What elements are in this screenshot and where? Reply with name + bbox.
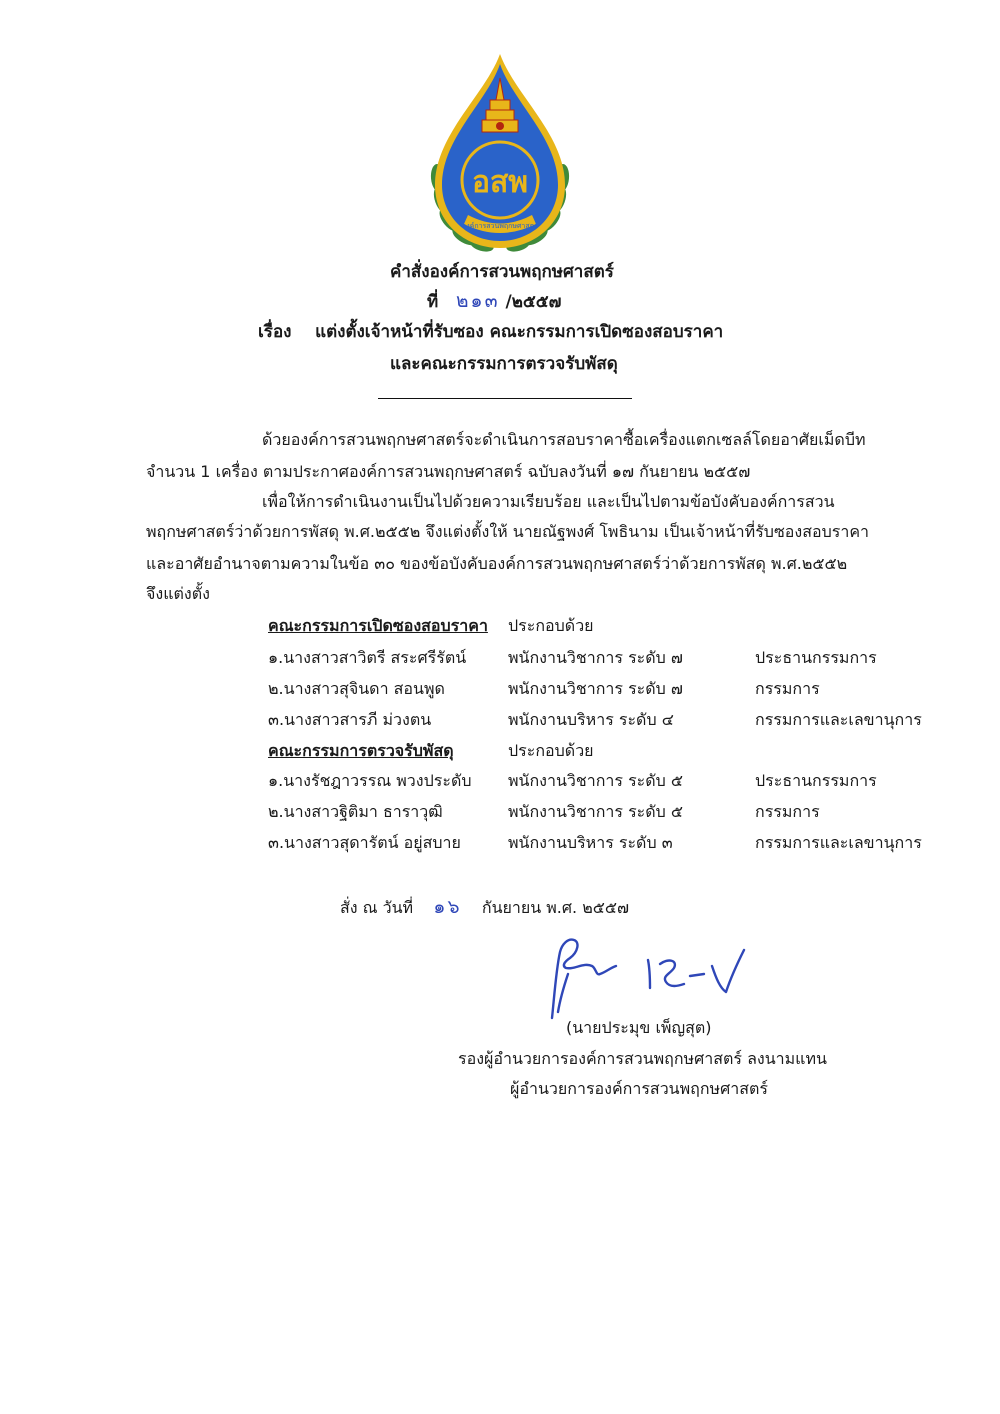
member-name: ๒.นางสาวฐิติมา ธาราวุฒิ <box>268 802 443 821</box>
subject-text-1: แต่งตั้งเจ้าหน้าที่รับซอง คณะกรรมการเปิดซองสอบราคา <box>315 322 724 342</box>
signatory-title-line2: ผู้อำนวยการองค์การสวนพฤกษศาสตร์ <box>510 1079 768 1098</box>
committee-2-member-2 <box>0 800 1000 830</box>
committee-1-member-1 <box>0 646 1000 676</box>
member-position: พนักงานวิชาการ ระดับ ๗ <box>508 679 683 698</box>
member-name: ๑.นางรัชฎาวรรณ พวงประดับ <box>268 771 472 790</box>
member-name: ๓.นางสาวสารภี ม่วงตน <box>268 710 432 729</box>
member-role: กรรมการ <box>755 802 820 821</box>
order-date <box>340 892 629 922</box>
committee-2-member-1 <box>0 769 1000 799</box>
para1-line1: ด้วยองค์การสวนพฤกษศาสตร์จะดำเนินการสอบราคาซื้อเครื่องแตกเซลล์โดยอาศัยเม็ดบีท <box>262 430 866 449</box>
subject-line-2: และคณะกรรมการตรวจรับพัสดุ <box>390 354 618 374</box>
para2-line4: จึงแต่งตั้ง <box>146 584 210 603</box>
para2-line1: เพื่อให้การดำเนินงานเป็นไปด้วยความเรียบร้อย และเป็นไปตามข้อบังคับองค์การสวน <box>262 492 835 511</box>
member-position: พนักงานวิชาการ ระดับ ๗ <box>508 648 683 667</box>
order-date-day-handwritten: ๑๖ <box>433 896 462 918</box>
member-position: พนักงานบริหาร ระดับ ๓ <box>508 833 673 852</box>
member-position: พนักงานบริหาร ระดับ ๔ <box>508 710 674 729</box>
member-name: ๒.นางสาวสุจินดา สอนพูด <box>268 679 445 698</box>
order-date-suffix: กันยายน พ.ศ. ๒๕๕๗ <box>481 898 630 917</box>
subject-label: เรื่อง <box>258 322 292 342</box>
committee-1-member-2 <box>0 677 1000 707</box>
order-title: คำสั่งองค์การสวนพฤกษศาสตร์ <box>390 262 614 282</box>
committee-1-title: คณะกรรมการเปิดซองสอบราคา <box>268 616 488 635</box>
member-position: พนักงานวิชาการ ระดับ ๕ <box>508 771 684 790</box>
para2-line3: และอาศัยอำนาจตามความในข้อ ๓๐ ของข้อบังคับองค์การสวนพฤกษศาสตร์ว่าด้วยการพัสดุ พ.ศ.๒๕๕๒ <box>146 554 848 573</box>
order-date-prefix: สั่ง ณ วันที่ <box>340 898 414 917</box>
member-name: ๑.นางสาวสาวิตรี สระศรีรัตน์ <box>268 648 467 667</box>
header-divider <box>378 398 632 399</box>
order-number-suffix: /๒๕๕๗ <box>505 292 562 312</box>
member-role: ประธานกรรมการ <box>755 771 877 790</box>
committee-2-suffix: ประกอบด้วย <box>508 741 594 760</box>
order-number <box>427 286 561 316</box>
member-role: ประธานกรรมการ <box>755 648 877 667</box>
para2-line2: พฤกษศาสตร์ว่าด้วยการพัสดุ พ.ศ.๒๕๕๒ จึงแต่งตั้งให้ นายณัฐพงศ์ โพธินาม เป็นเจ้าหน้าที่รับซองสอบราคา <box>146 522 870 541</box>
handwritten-signature <box>540 930 750 1020</box>
para1-line2: จำนวน 1 เครื่อง ตามประกาศองค์การสวนพฤกษศาสตร์ ฉบับลงวันที่ ๑๗ กันยายน ๒๕๕๗ <box>146 462 751 481</box>
member-role: กรรมการ <box>755 679 820 698</box>
committee-2-member-3 <box>0 831 1000 861</box>
committee-2-title: คณะกรรมการตรวจรับพัสดุ <box>268 741 454 760</box>
member-role: กรรมการและเลขานุการ <box>755 710 922 729</box>
member-role: กรรมการและเลขานุการ <box>755 833 922 852</box>
signatory-name: (นายประมุข เพ็ญสุต) <box>566 1018 712 1037</box>
order-number-prefix: ที่ <box>427 292 439 312</box>
member-position: พนักงานวิชาการ ระดับ ๕ <box>508 802 684 821</box>
subject-line-1 <box>258 318 723 345</box>
committee-1-suffix: ประกอบด้วย <box>508 616 594 635</box>
committee-1-member-3 <box>0 708 1000 738</box>
signatory-title-line1: รองผู้อำนวยการองค์การสวนพฤกษศาสตร์ ลงนามแทน <box>458 1049 827 1068</box>
order-number-handwritten: ๒๑๓ <box>455 290 500 312</box>
member-name: ๓.นางสาวสุดารัตน์ อยู่สบาย <box>268 833 461 852</box>
emblem-monogram: อสพ <box>471 165 529 200</box>
botanical-garden-emblem-logo <box>420 50 580 255</box>
emblem-ribbon-text: องค์การสวนพฤกษศาสตร์ <box>462 222 538 230</box>
